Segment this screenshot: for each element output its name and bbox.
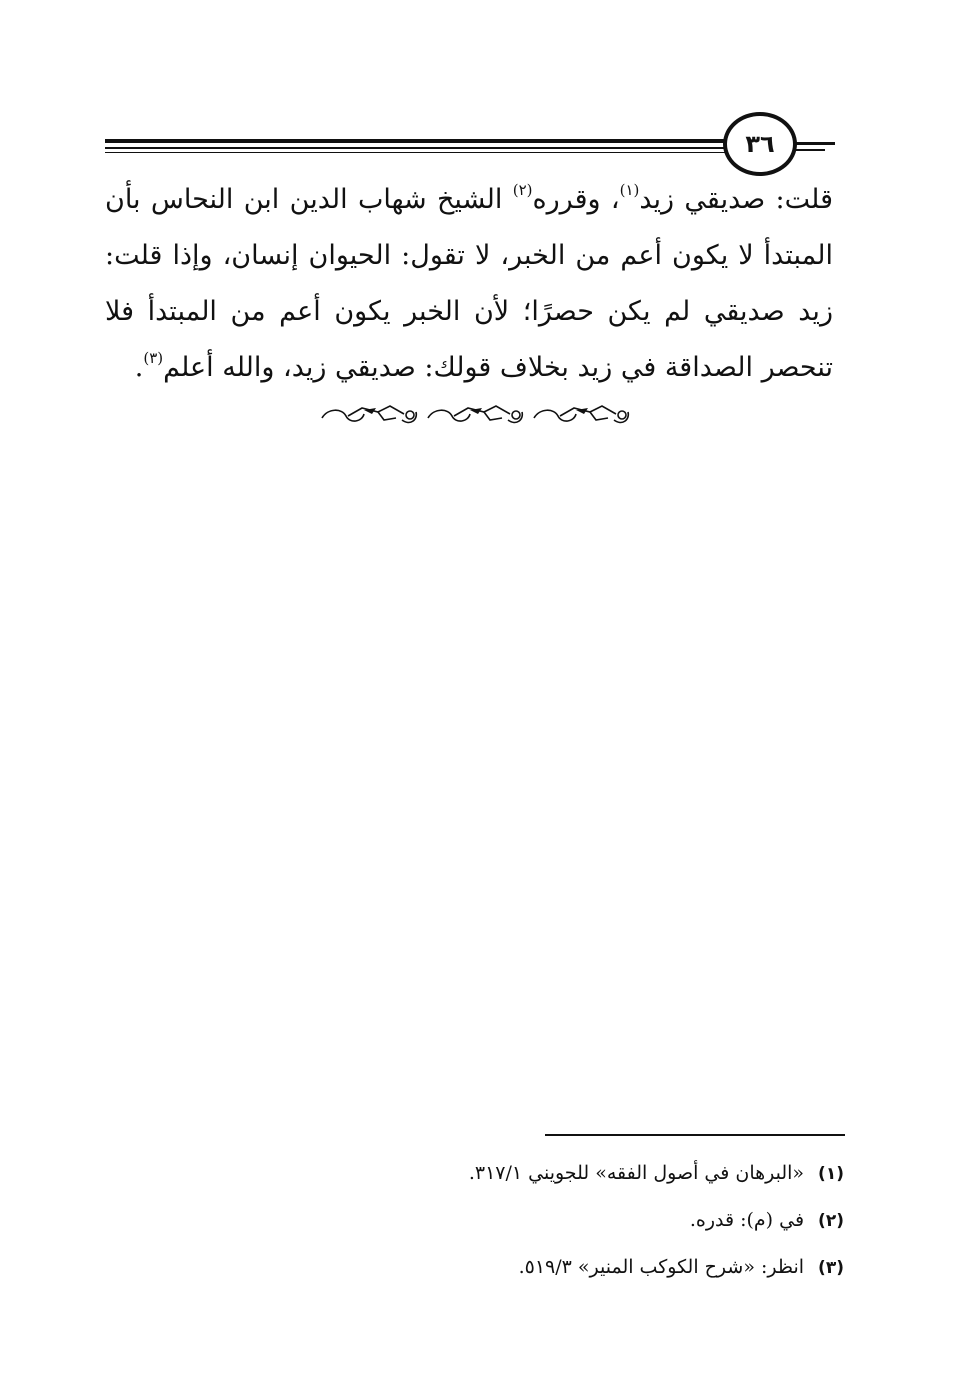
footnote-separator [545, 1134, 845, 1136]
header-rule [105, 152, 725, 153]
text-run: تنحصر الصداقة في زيد بخلاف قولك: صديقي زيد، والله أعلم [163, 352, 833, 383]
footnote-marker: (١) [619, 181, 640, 199]
body-text [105, 172, 833, 396]
footnote-marker: (٢) [512, 181, 533, 199]
footnote-text: في (م): قدره. [689, 1209, 805, 1231]
text-run: ، وقرره [532, 184, 620, 215]
footnote-number: (٢) [818, 1211, 844, 1231]
body-line [105, 228, 833, 284]
text-run: . [134, 352, 144, 383]
text-run: المبتدأ لا يكون أعم من الخبر، لا تقول: الحيوان إنسان، وإذا قلت: [105, 240, 833, 271]
text-run: زيد صديقي لم يكن حصرًا؛ لأن الخبر يكون أعم من المبتدأ فلا [105, 296, 833, 327]
header-rule [105, 147, 725, 149]
footnote-marker: (٣) [143, 349, 164, 367]
footnote-number: (٣) [818, 1258, 844, 1278]
footnote [324, 1244, 844, 1291]
footnote-text: «البرهان في أصول الفقه» للجويني ٣١٧/١. [468, 1162, 805, 1184]
footnotes [324, 1150, 844, 1291]
floral-divider-segment [428, 406, 522, 422]
footnote-number: (١) [818, 1164, 844, 1184]
floral-divider-icon [318, 398, 636, 432]
text-run: قلت: صديقي زيد [639, 184, 833, 215]
floral-divider-segment [322, 406, 416, 422]
floral-divider-segment [534, 406, 628, 422]
body-line [105, 172, 833, 228]
text-run: الشيخ شهاب الدين ابن النحاس بأن [105, 184, 513, 215]
page-number: ٣٦ [745, 130, 775, 158]
footnote-text: انظر: «شرح الكوكب المنير» ٥١٩/٣. [518, 1256, 805, 1278]
body-line [105, 340, 833, 396]
header-rule-right [795, 142, 835, 145]
footnote [324, 1197, 844, 1244]
page-number-badge [723, 112, 797, 176]
body-line [105, 284, 833, 340]
header-rule-right [795, 149, 825, 151]
header-rule [105, 139, 725, 143]
footnote [324, 1150, 844, 1197]
